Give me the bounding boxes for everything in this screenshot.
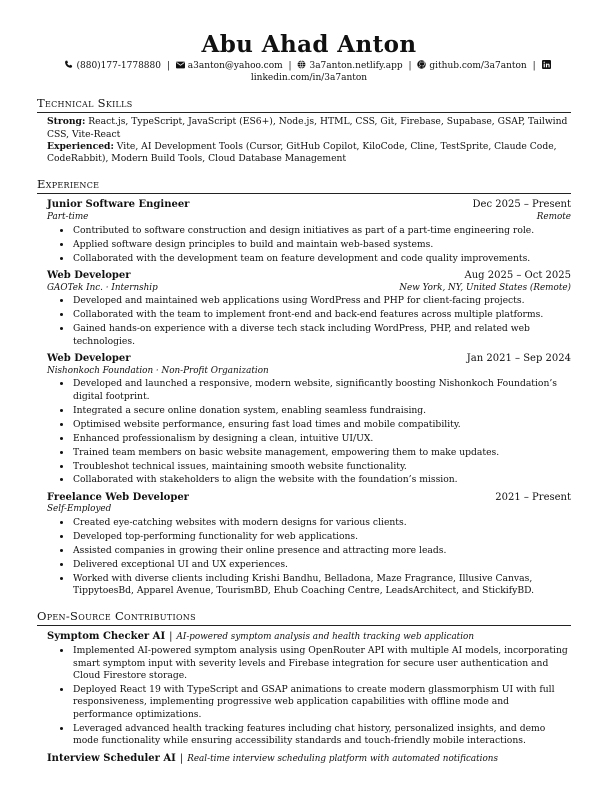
job-header	[47, 269, 571, 283]
job-subheader	[47, 283, 571, 295]
bullet-item: • Gained hands-on experience with a diverse tech stack including WordPress, PHP, and related web technologies.	[72, 323, 571, 348]
section-title-projects: Open-Source Contributions	[37, 609, 571, 627]
candidate-name: Abu Ahad Anton	[201, 31, 417, 58]
job-bullets	[47, 378, 571, 486]
bullet-item: • Collaborated with stakeholders to align the website with the foundation’s mission.	[72, 474, 571, 486]
bullet-item: • Developed top-performing functionality for web applications.	[72, 531, 571, 543]
bullet-item: • Trained team members on basic website management, empowering them to make updates.	[72, 447, 571, 459]
job-organization: Nishonkoch Foundation · Non-Profit Organization	[47, 365, 269, 376]
job-dates: Jan 2021 – Sep 2024	[466, 353, 571, 365]
bullet-item: • Applied software design principles to build and maintain web-based systems.	[72, 239, 571, 251]
bullet-item: • Deployed React 19 with TypeScript and GSAP animations to create modern glassmorphism UI with full responsiveness, implementing progressive web application capabilities with offline mode and performance optimizations.	[72, 684, 571, 721]
skills-block	[47, 116, 571, 166]
github-text: github.com/3a7anton	[429, 61, 527, 72]
github-icon	[417, 60, 426, 69]
job-dates: Dec 2025 – Present	[472, 199, 571, 211]
job-bullets	[47, 225, 571, 265]
website-text: 3a7anton.netlify.app	[309, 61, 403, 72]
bullet-item: • Assisted companies in growing their online presence and attracting more leads.	[72, 545, 571, 557]
bullet-item: • Collaborated with the team to implement front-end and back-end features across multiple platforms.	[72, 309, 571, 321]
separator: |	[532, 61, 536, 72]
separator: |	[288, 61, 292, 72]
website-link[interactable]	[297, 61, 405, 71]
project-entry	[47, 752, 571, 766]
separator: |	[408, 61, 412, 72]
github-link[interactable]	[417, 61, 529, 71]
bullet-item: • Worked with diverse clients including Krishi Bandhu, Belladona, Maze Fragrance, Illusive Canvas, TippytoesBd, Apparel Avenue, TourismBD, Ehub Coaching Centre, LeadsArchitect, and StickifyBD.	[72, 573, 571, 598]
phone-text: (880)177-1778880	[76, 61, 161, 72]
separator: |	[166, 61, 170, 72]
skills-strong	[47, 116, 571, 141]
bullet-item: • Integrated a secure online donation system, enabling seamless fundraising.	[72, 405, 571, 417]
phone-icon	[64, 60, 73, 69]
job-organization: Part-time	[47, 211, 89, 222]
bullet-item: • Collaborated with the development team on feature development and code quality improvements.	[72, 253, 571, 265]
job-subheader	[47, 212, 571, 224]
bullet-item: • Created eye-catching websites with modern designs for various clients.	[72, 517, 571, 529]
phone-contact[interactable]	[64, 61, 163, 71]
email-text: a3anton@yahoo.com	[187, 61, 283, 72]
job-entry	[47, 198, 571, 265]
projects-list	[47, 630, 571, 765]
job-subheader	[47, 366, 571, 378]
job-header	[47, 491, 571, 505]
job-organization: Self-Employed	[47, 504, 112, 515]
bullet-item: • Implemented AI-powered symptom analysis using OpenRouter API with multiple AI models, incorporating smart symptom input with severity levels and Firebase integration for secure user authentication and Cloud Firestore storage.	[72, 645, 571, 682]
project-header	[47, 630, 571, 644]
project-header	[47, 752, 571, 766]
bullet-item: • Troubleshot technical issues, maintaining smooth website functionality.	[72, 461, 571, 473]
job-title: Freelance Web Developer	[47, 491, 189, 503]
job-entry	[47, 491, 571, 598]
job-bullets	[47, 295, 571, 348]
job-dates: Aug 2025 – Oct 2025	[464, 270, 571, 282]
job-location: New York, NY, United States (Remote)	[399, 282, 571, 293]
bullet-item: • Delivered exceptional UI and UX experiences.	[72, 559, 571, 571]
skills-experienced-label: Experienced:	[47, 141, 114, 153]
contact-line	[47, 60, 571, 84]
project-description: AI-powered symptom analysis and health tracking web application	[176, 632, 474, 643]
bullet-item: • Contributed to software construction and design initiatives as part of a part-time engineering role.	[72, 225, 571, 237]
section-title-skills: Technical Skills	[37, 96, 571, 114]
skills-strong-label: Strong:	[47, 116, 86, 128]
bullet-item: • Developed and launched a responsive, modern website, significantly boosting Nishonkoch Foundation’s digital footprint.	[72, 378, 571, 403]
skills-experienced-text: Vite, AI Development Tools (Cursor, GitHub Copilot, KiloCode, Cline, TestSprite, Claude Code, CodeRabbit), Modern Build Tools, Cloud Database Management	[47, 141, 557, 165]
project-title: Symptom Checker AI	[47, 631, 166, 643]
separator: |	[169, 631, 173, 643]
project-description: Real-time interview scheduling platform with automated notifications	[187, 753, 498, 764]
section-title-experience: Experience	[37, 177, 571, 195]
separator: |	[179, 752, 184, 764]
job-entry	[47, 269, 571, 348]
linkedin-link[interactable]: linkedin.com/in/3a7anton	[250, 72, 368, 83]
job-location: Remote	[536, 211, 571, 222]
job-bullets	[47, 517, 571, 598]
bullet-item: • Optimised website performance, ensuring fast load times and mobile compatibility.	[72, 419, 571, 431]
skills-experienced	[47, 141, 571, 166]
job-organization: GAOTek Inc. · Internship	[47, 282, 158, 293]
job-subheader	[47, 504, 571, 516]
bullet-item: • Developed and maintained web applications using WordPress and PHP for client-facing projects.	[72, 295, 571, 307]
job-header	[47, 352, 571, 366]
mail-icon	[176, 61, 185, 69]
experience-list	[47, 198, 571, 597]
globe-icon	[297, 60, 306, 69]
job-title: Web Developer	[47, 270, 131, 282]
bullet-item: • Leveraged advanced health tracking features including chat history, personalized insights, and demo mode functionality while ensuring accessibility standards and touch-friendly mobile interactions.	[72, 723, 571, 748]
bullet-item: • Enhanced professionalism by designing a clean, intuitive UI/UX.	[72, 433, 571, 445]
linkedin-icon[interactable]	[542, 60, 551, 69]
project-title: Interview Scheduler AI	[47, 752, 176, 764]
job-dates: 2021 – Present	[495, 491, 571, 503]
project-bullets	[47, 645, 571, 747]
job-title: Web Developer	[47, 353, 131, 365]
job-header	[47, 198, 571, 212]
skills-strong-text: React.js, TypeScript, JavaScript (ES6+), Node.js, HTML, CSS, Git, Firebase, Supabase, GSAP, Tailwind CSS, Vite-React	[47, 116, 568, 140]
job-entry	[47, 352, 571, 487]
email-link[interactable]	[176, 61, 286, 71]
job-title: Junior Software Engineer	[47, 199, 190, 211]
project-entry	[47, 630, 571, 747]
